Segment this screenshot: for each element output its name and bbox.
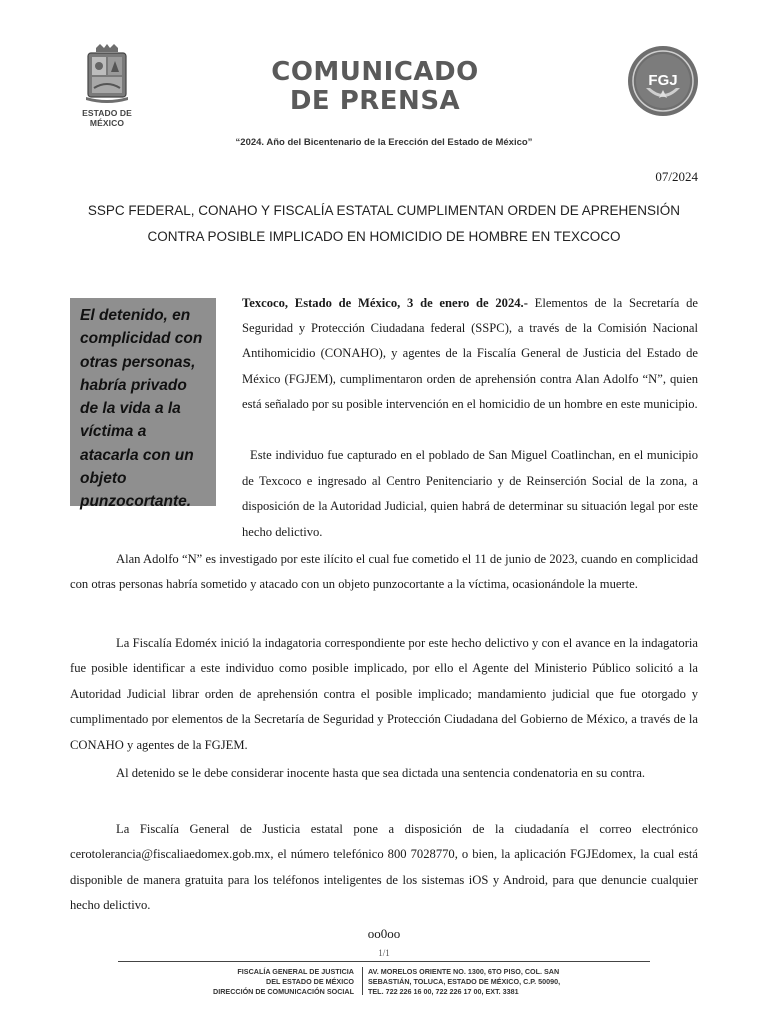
document-number: 07/2024 xyxy=(655,169,698,184)
footer-right-line-1: AV. MORELOS ORIENTE NO. 1300, 6TO PISO, COL. SAN xyxy=(368,967,560,976)
headline-line-1: SSPC FEDERAL, CONAHO Y FISCALÍA ESTATAL CUMPLIMENTAN ORDEN DE APREHENSIÓN xyxy=(87,203,681,218)
fgj-logo xyxy=(626,44,700,118)
footer-left-line-1: FISCALÍA GENERAL DE JUSTICIA xyxy=(237,967,354,976)
lede-paragraph xyxy=(242,291,698,417)
title-line-1: COMUNICADO xyxy=(271,57,479,87)
paragraph-2 xyxy=(70,443,698,545)
footer-institution xyxy=(213,967,354,997)
footer-right-line-3: TEL. 722 226 16 00, 722 226 17 00, EXT. 3381 xyxy=(368,987,519,996)
footer-address xyxy=(368,967,560,997)
page-title xyxy=(230,58,520,116)
fgj-seal-icon xyxy=(626,44,700,118)
footer-left-line-2: DEL ESTADO DE MÉXICO xyxy=(266,977,354,986)
paragraph-3: Alan Adolfo “N” es investigado por este ilícito el cual fue cometido el 11 de junio de 2023, cuando en complicidad con otras personas habría sometido y atacado con un objeto punzocortante a la víctima, ocasionándole la muerte. xyxy=(70,552,698,592)
pull-quote-text: El detenido, en complicidad con otras personas, habría privado de la vida a la víctima a atacarla con un objeto punzocortante. xyxy=(80,307,203,511)
lede-text: Elementos de la Secretaría de Seguridad y Protección Ciudadana federal (SSPC), a través de la Comisión Nacional Antihomicidio (CONAHO), y agentes de la Fiscalía General de Justicia del Estado de México (FGJEM), cumplimentaron orden de aprehensión contra Alan Adolfo “N”, quien está señalado por su posible intervención en el homicidio de un hombre en este municipio. xyxy=(242,296,698,411)
estado-de-mexico-logo xyxy=(66,44,148,128)
paragraph-6: La Fiscalía General de Justicia estatal pone a disposición de la ciudadanía el correo electrónico cerotolerancia@fiscaliaedomex.gob.mx, el número telefónico 800 7028770, o bien, la aplicación FGJEdomex, la cual está disponible de manera gratuita para los teléfonos inteligentes de los sistemas iOS y Android, para que denuncie cualquier hecho delictivo. xyxy=(70,822,698,913)
motto: “2024. Año del Bicentenario de la Erección del Estado de México” xyxy=(235,137,533,148)
page-indicator: 1/1 xyxy=(378,948,390,958)
coat-of-arms-icon xyxy=(84,44,130,106)
footer-separator xyxy=(362,967,363,995)
paragraph-4: La Fiscalía Edoméx inició la indagatoria correspondiente por este hecho delictivo y con el avance en la indagatoria fue posible identificar a este individuo como posible implicado, por ello el Agente del Ministerio Público solicitó a la Autoridad Judicial librar orden de aprehensión contra el posible implicado; mandamiento judicial que fue otorgado y cumplimentado por elementos de la Secretaría de Seguridad y Protección Ciudadana del Gobierno de México, a través de la CONAHO y agentes de la FGJEM. xyxy=(70,636,698,752)
footer-left-line-3: DIRECCIÓN DE COMUNICACIÓN SOCIAL xyxy=(213,987,354,996)
footer-divider xyxy=(118,961,650,962)
footer-right-line-2: SEBASTIÁN, TOLUCA, ESTADO DE MÉXICO, C.P. 50090, xyxy=(368,977,561,986)
paragraph-5: Al detenido se le debe considerar inocente hasta que sea dictada una sentencia condenatoria en su contra. xyxy=(116,766,646,780)
headline xyxy=(70,198,698,250)
fgj-logo-text: FGJ xyxy=(648,72,678,89)
logo-left-label: ESTADO DE MÉXICO xyxy=(82,108,132,128)
dateline: Texcoco, Estado de México, 3 de enero de 2024.- xyxy=(242,296,528,310)
paragraph-2-text: Este individuo fue capturado en el poblado de San Miguel Coatlinchan, en el municipio de Texcoco e ingresado al Centro Penitenciario y de Reinserción Social de la zona, a disposición de la Autoridad Judicial, quien habrá de determinar su situación legal por este hecho delictivo. xyxy=(242,448,698,539)
headline-line-2: CONTRA POSIBLE IMPLICADO EN HOMICIDIO DE HOMBRE EN TEXCOCO xyxy=(147,229,621,244)
closing-mark: oo0oo xyxy=(367,926,401,941)
title-line-2: DE PRENSA xyxy=(289,86,461,116)
